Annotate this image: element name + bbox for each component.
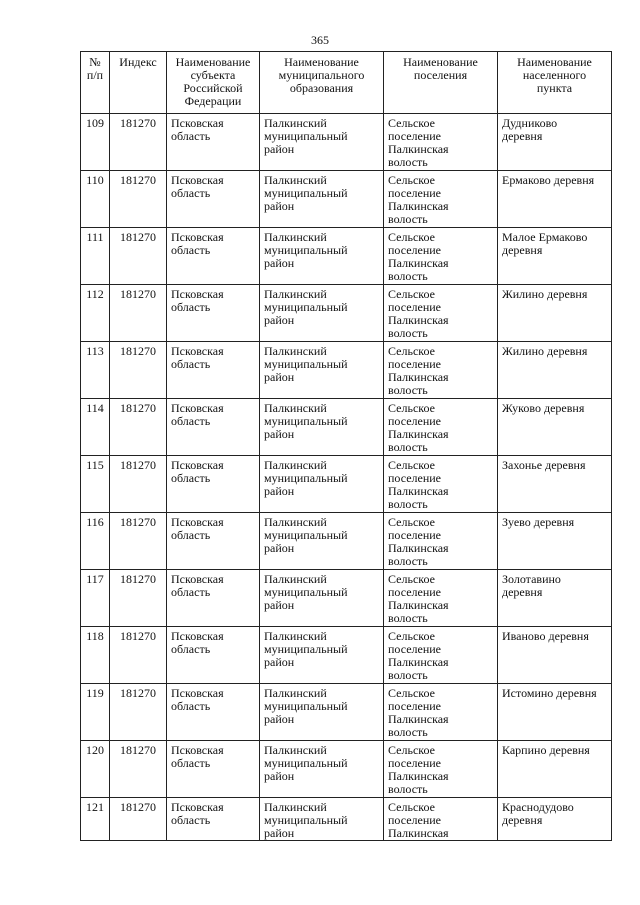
cell-num: 114 <box>81 399 110 456</box>
cell-index: 181270 <box>110 741 167 798</box>
cell-settlement: Сельское поселение Палкинская <box>384 798 498 841</box>
cell-num: 117 <box>81 570 110 627</box>
cell-municipality: Палкинский муниципальный район <box>260 228 384 285</box>
cell-index: 181270 <box>110 171 167 228</box>
cell-locality: Малое Ермаково деревня <box>498 228 612 285</box>
cell-settlement: Сельское поселение Палкинская волость <box>384 570 498 627</box>
cell-region: Псковская область <box>167 798 260 841</box>
header-settlement: Наименование поселения <box>384 52 498 114</box>
cell-municipality: Палкинский муниципальный район <box>260 456 384 513</box>
cell-locality: Истомино деревня <box>498 684 612 741</box>
table-body <box>81 114 612 841</box>
cell-municipality: Палкинский муниципальный район <box>260 570 384 627</box>
header-row <box>81 52 612 114</box>
cell-settlement: Сельское поселение Палкинская волость <box>384 171 498 228</box>
cell-settlement: Сельское поселение Палкинская волость <box>384 741 498 798</box>
header-region: Наименование субъекта Российской Федерации <box>167 52 260 114</box>
table-header <box>81 52 612 114</box>
cell-locality: Дудниково деревня <box>498 114 612 171</box>
cell-municipality: Палкинский муниципальный район <box>260 285 384 342</box>
cell-num: 120 <box>81 741 110 798</box>
cell-index: 181270 <box>110 285 167 342</box>
table-row <box>81 798 612 841</box>
table-row <box>81 114 612 171</box>
cell-locality: Иваново деревня <box>498 627 612 684</box>
cell-settlement: Сельское поселение Палкинская волость <box>384 627 498 684</box>
settlements-table <box>80 51 612 841</box>
cell-municipality: Палкинский муниципальный район <box>260 684 384 741</box>
cell-index: 181270 <box>110 456 167 513</box>
cell-region: Псковская область <box>167 570 260 627</box>
cell-num: 111 <box>81 228 110 285</box>
cell-settlement: Сельское поселение Палкинская волость <box>384 456 498 513</box>
cell-region: Псковская область <box>167 399 260 456</box>
cell-num: 112 <box>81 285 110 342</box>
cell-num: 119 <box>81 684 110 741</box>
cell-settlement: Сельское поселение Палкинская волость <box>384 285 498 342</box>
cell-locality: Зуево деревня <box>498 513 612 570</box>
cell-index: 181270 <box>110 342 167 399</box>
cell-municipality: Палкинский муниципальный район <box>260 627 384 684</box>
header-num: № п/п <box>81 52 110 114</box>
table-row <box>81 741 612 798</box>
cell-locality: Захонье деревня <box>498 456 612 513</box>
cell-index: 181270 <box>110 228 167 285</box>
page-number: 365 <box>311 33 329 47</box>
header-index: Индекс <box>110 52 167 114</box>
table-row <box>81 342 612 399</box>
cell-municipality: Палкинский муниципальный район <box>260 741 384 798</box>
cell-index: 181270 <box>110 399 167 456</box>
cell-num: 116 <box>81 513 110 570</box>
header-municipality: Наименование муниципального образования <box>260 52 384 114</box>
cell-municipality: Палкинский муниципальный район <box>260 798 384 841</box>
cell-region: Псковская область <box>167 456 260 513</box>
table-row <box>81 285 612 342</box>
table-row <box>81 171 612 228</box>
cell-index: 181270 <box>110 627 167 684</box>
cell-settlement: Сельское поселение Палкинская волость <box>384 399 498 456</box>
cell-locality: Жуково деревня <box>498 399 612 456</box>
cell-region: Псковская область <box>167 342 260 399</box>
cell-num: 113 <box>81 342 110 399</box>
cell-region: Псковская область <box>167 513 260 570</box>
table-row <box>81 684 612 741</box>
cell-num: 118 <box>81 627 110 684</box>
cell-municipality: Палкинский муниципальный район <box>260 342 384 399</box>
table-row <box>81 513 612 570</box>
cell-municipality: Палкинский муниципальный район <box>260 171 384 228</box>
cell-index: 181270 <box>110 114 167 171</box>
cell-region: Псковская область <box>167 627 260 684</box>
cell-index: 181270 <box>110 684 167 741</box>
table-row <box>81 570 612 627</box>
table-row <box>81 627 612 684</box>
cell-region: Псковская область <box>167 114 260 171</box>
cell-region: Псковская область <box>167 741 260 798</box>
cell-index: 181270 <box>110 570 167 627</box>
cell-settlement: Сельское поселение Палкинская волость <box>384 513 498 570</box>
cell-region: Псковская область <box>167 684 260 741</box>
cell-settlement: Сельское поселение Палкинская волость <box>384 114 498 171</box>
cell-index: 181270 <box>110 798 167 841</box>
cell-region: Псковская область <box>167 285 260 342</box>
cell-region: Псковская область <box>167 171 260 228</box>
table-row <box>81 399 612 456</box>
cell-settlement: Сельское поселение Палкинская волость <box>384 342 498 399</box>
cell-locality: Золотавино деревня <box>498 570 612 627</box>
cell-region: Псковская область <box>167 228 260 285</box>
cell-settlement: Сельское поселение Палкинская волость <box>384 684 498 741</box>
cell-municipality: Палкинский муниципальный район <box>260 114 384 171</box>
cell-locality: Краснодудово деревня <box>498 798 612 841</box>
header-locality: Наименование населенного пункта <box>498 52 612 114</box>
table-row <box>81 456 612 513</box>
cell-num: 121 <box>81 798 110 841</box>
cell-locality: Карпино деревня <box>498 741 612 798</box>
cell-index: 181270 <box>110 513 167 570</box>
table-row <box>81 228 612 285</box>
cell-settlement: Сельское поселение Палкинская волость <box>384 228 498 285</box>
cell-num: 109 <box>81 114 110 171</box>
cell-municipality: Палкинский муниципальный район <box>260 513 384 570</box>
cell-num: 110 <box>81 171 110 228</box>
cell-locality: Ермаково деревня <box>498 171 612 228</box>
cell-locality: Жилино деревня <box>498 342 612 399</box>
cell-num: 115 <box>81 456 110 513</box>
cell-locality: Жилино деревня <box>498 285 612 342</box>
cell-municipality: Палкинский муниципальный район <box>260 399 384 456</box>
